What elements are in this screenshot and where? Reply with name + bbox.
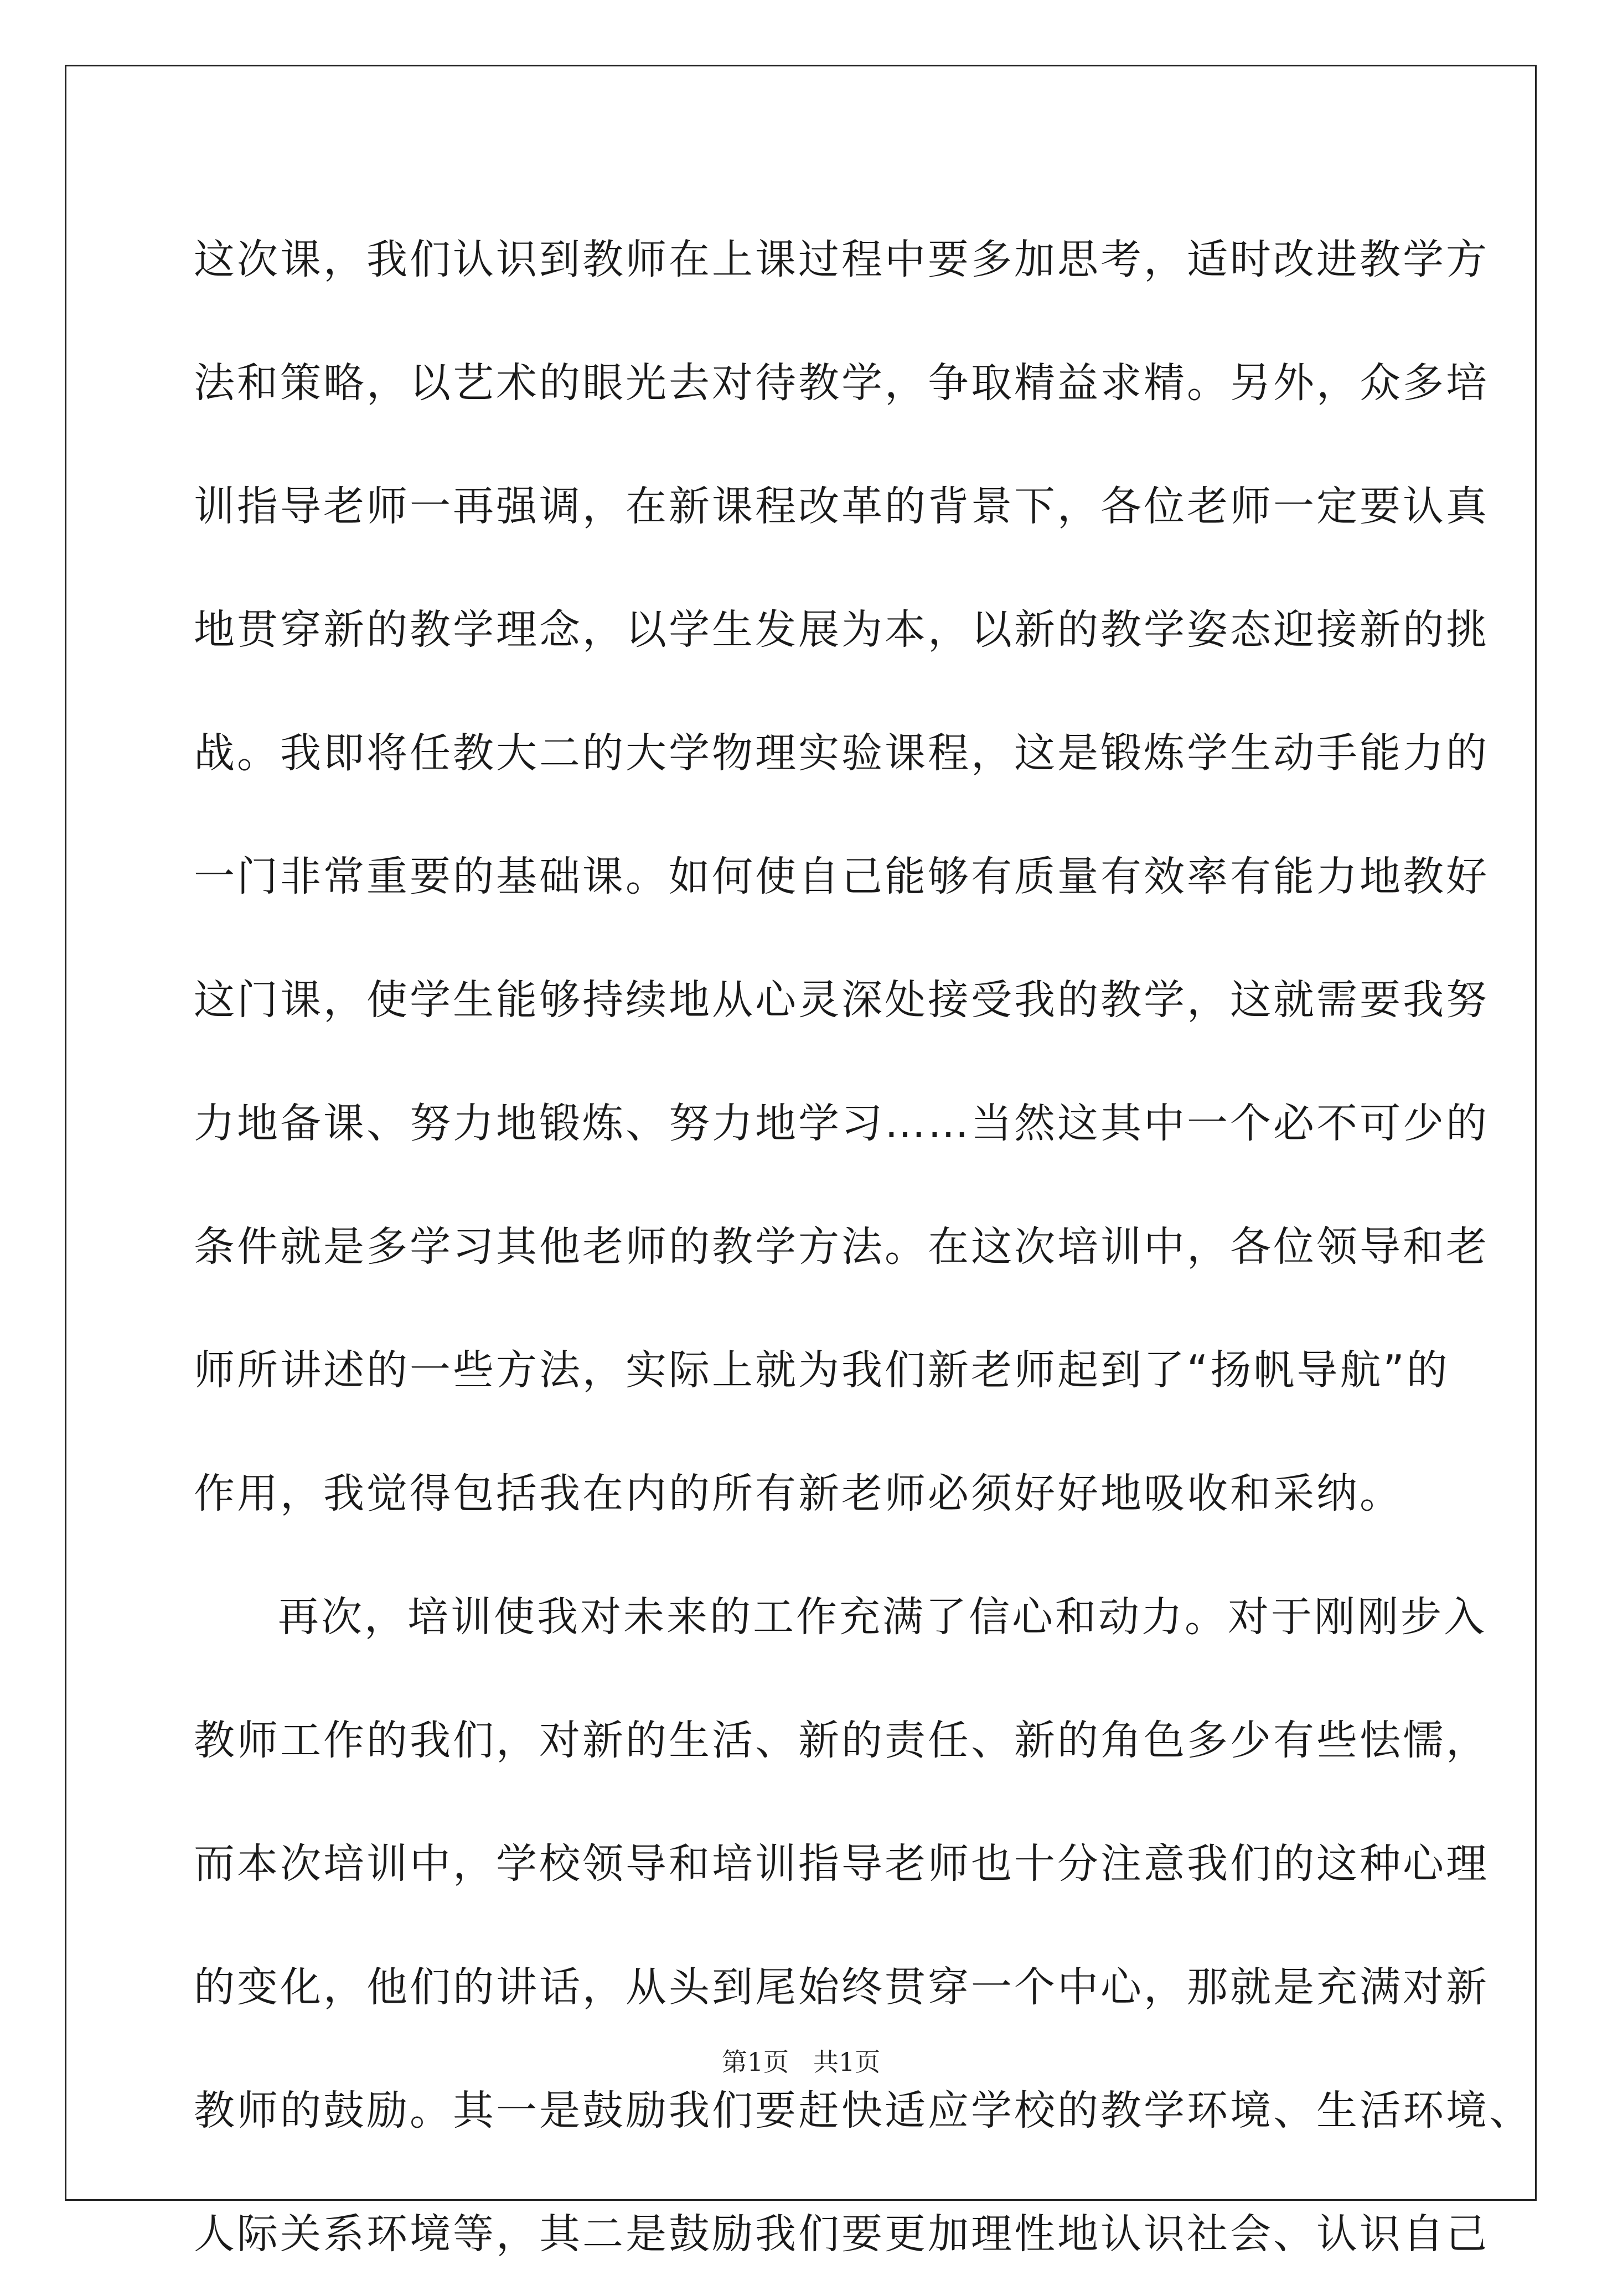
text-line: 条件就是多学习其他老师的教学方法。在这次培训中，各位领导和老	[194, 1223, 1489, 1271]
text-line: 训指导老师一再强调，在新课程改革的背景下，各位老师一定要认真	[194, 483, 1489, 530]
page-number: 第1页	[721, 2047, 789, 2077]
text-line: 的变化，他们的讲话，从头到尾始终贯穿一个中心，那就是充满对新	[194, 1963, 1489, 2011]
text-line: 法和策略，以艺术的眼光去对待教学，争取精益求精。另外，众多培	[194, 359, 1489, 407]
text-line: 作用，我觉得包括我在内的所有新老师必须好好地吸收和采纳。	[194, 1470, 1403, 1517]
page-total: 共1页	[813, 2047, 881, 2077]
text-line: 战。我即将任教大二的大学物理实验课程，这是锻炼学生动手能力的	[194, 729, 1489, 777]
text-line: 这门课，使学生能够持续地从心灵深处接受我的教学，这就需要我努	[194, 976, 1489, 1024]
text-line: 地贯穿新的教学理念，以学生发展为本，以新的教学姿态迎接新的挑	[194, 606, 1489, 654]
text-line: 这次课，我们认识到教师在上课过程中要多加思考，适时改进教学方	[194, 236, 1489, 283]
text-line: 师所讲述的一些方法，实际上就为我们新老师起到了“扬帆导航”的	[194, 1346, 1450, 1394]
document-body	[194, 198, 1532, 2296]
text-line: 力地备课、努力地锻炼、努力地学习……当然这其中一个必不可少的	[194, 1100, 1489, 1147]
page-footer	[0, 2042, 1602, 2079]
text-line: 教师工作的我们，对新的生活、新的责任、新的角色多少有些怯懦，	[194, 1717, 1489, 1764]
text-line: 再次，培训使我对未来的工作充满了信心和动力。对于刚刚步入	[278, 1593, 1487, 1641]
text-line: 人际关系环境等，其二是鼓励我们要更加理性地认识社会、认识自己	[194, 2210, 1489, 2258]
text-line: 教师的鼓励。其一是鼓励我们要赶快适应学校的教学环境、生活环境、	[194, 2087, 1532, 2134]
text-line: 而本次培训中，学校领导和培训指导老师也十分注意我们的这种心理	[194, 1840, 1489, 1888]
text-line: 一门非常重要的基础课。如何使自己能够有质量有效率有能力地教好	[194, 853, 1489, 900]
